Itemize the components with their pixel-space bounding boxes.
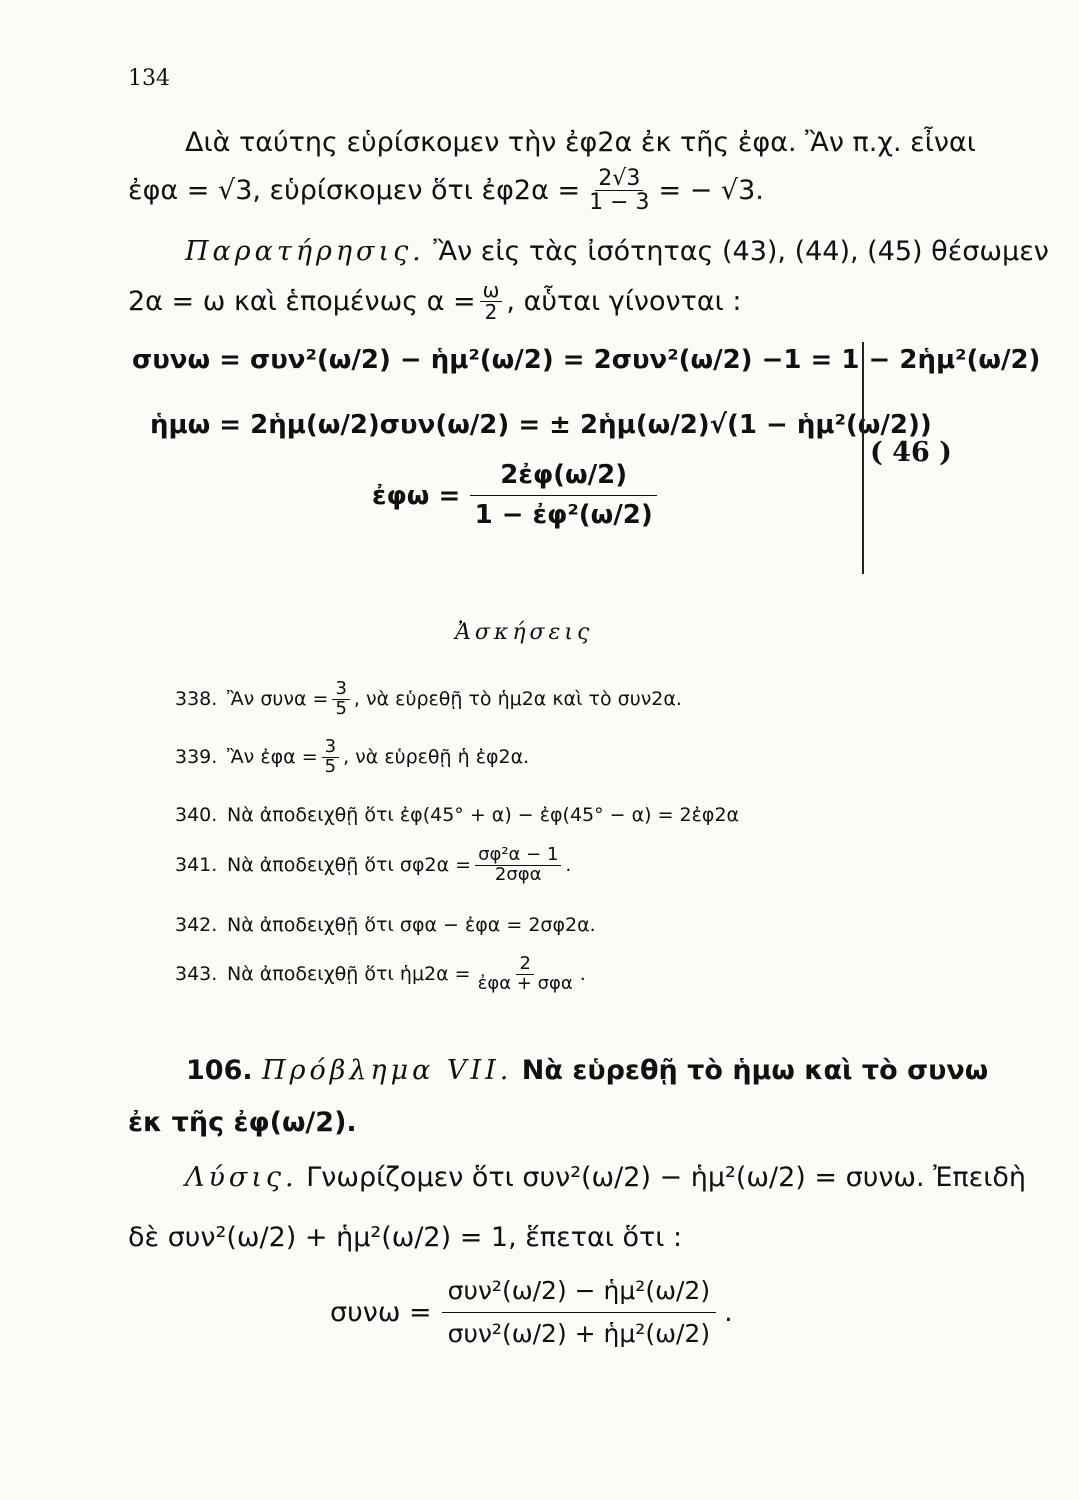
- exercises-heading: Ἀσκήσεις: [455, 620, 594, 645]
- exercise-340: [175, 804, 739, 826]
- exercise-fraction-numerator: 2: [516, 955, 533, 975]
- exercise-342: [175, 914, 596, 936]
- exercise-text: Νὰ ἀποδειχθῇ ὅτι σφα − ἐφα = 2σφ2α.: [227, 914, 596, 936]
- exercise-text-end: .: [579, 963, 586, 986]
- solution-line-1: [185, 1162, 1026, 1193]
- formula-synomega: συνω = συν²(ω/2) − ἡμ²(ω/2) = 2συν²(ω/2) −1 = 1 − 2ἡμ²(ω/2): [132, 345, 1041, 375]
- final-formula: [330, 1278, 733, 1348]
- problem-title: Νὰ εὑρεθῇ τὸ ἡμω καὶ τὸ συνω: [521, 1055, 989, 1086]
- exercise-number: 340.: [175, 804, 218, 826]
- exercise-text: Νὰ ἀποδειχθῇ ὅτι ἐφ(45° + α) − ἐφ(45° − α) = 2ἐφ2α: [227, 804, 740, 826]
- formula-ephomega-denominator: 1 − ἐφ²(ω/2): [474, 500, 653, 531]
- formula-ephomega: [372, 462, 659, 530]
- exercise-fraction-numerator: σφ²α − 1: [475, 846, 561, 866]
- exercise-number: 338.: [175, 688, 218, 711]
- solution-text: Γνωρίζομεν ὅτι συν²(ω/2) − ἡμ²(ω/2) = συνω. Ἐπειδὴ: [306, 1162, 1027, 1193]
- formula-ephomega-numerator: 2ἐφ(ω/2): [470, 462, 657, 496]
- exercise-338: [175, 680, 682, 719]
- final-formula-period: .: [724, 1297, 733, 1329]
- intro-line-2-text: ἐφα = √3, εὑρίσκομεν ὅτι ἐφ2α =: [128, 175, 581, 207]
- problem-label: Πρόβλημα VII.: [262, 1055, 513, 1086]
- exercise-text: Ἂν συνα =: [227, 688, 329, 711]
- exercise-fraction: [332, 680, 349, 719]
- exercise-fraction: [322, 738, 339, 777]
- remark-line-2-end: , αὗται γίνονται :: [506, 286, 742, 317]
- final-formula-numerator: συν²(ω/2) − ἡμ²(ω/2): [442, 1278, 716, 1313]
- solution-label: Λύσις.: [185, 1162, 298, 1193]
- remark-line-2: [128, 280, 741, 323]
- exercise-fraction: [475, 846, 561, 885]
- formula-ephomega-fraction: [470, 462, 657, 530]
- final-formula-denominator: συν²(ω/2) + ἡμ²(ω/2): [447, 1319, 711, 1349]
- exercise-number: 342.: [175, 914, 218, 936]
- exercise-text: Ἂν ἐφα =: [227, 746, 318, 769]
- exercise-number: 343.: [175, 963, 218, 986]
- exercise-text: Νὰ ἀποδειχθῇ ὅτι ἡμ2α =: [227, 963, 471, 986]
- remark-line-1: [185, 236, 1049, 267]
- formula-hemomega: ἡμω = 2ἡμ(ω/2)συν(ω/2) = ± 2ἡμ(ω/2)√(1 − ἡμ²(ω/2)): [150, 410, 932, 440]
- problem-heading: [186, 1055, 988, 1086]
- remark-label: Παρατήρησις.: [185, 236, 425, 267]
- exercise-341: [175, 846, 571, 885]
- final-formula-lhs: συνω =: [330, 1297, 432, 1329]
- intro-fraction-numerator: 2√3: [595, 167, 643, 191]
- remark-line-2-text: 2α = ω καὶ ἑπομένως α =: [128, 286, 476, 317]
- exercise-text-end: , νὰ εὑρεθῇ ἡ ἐφ2α.: [343, 746, 530, 769]
- problem-title-line-2: ἐκ τῆς ἐφ(ω/2).: [128, 1107, 357, 1138]
- formula-ephomega-lhs: ἐφω =: [372, 480, 461, 511]
- intro-line-2: [128, 167, 764, 214]
- formula-brace: [862, 342, 864, 574]
- page-number: 134: [128, 66, 170, 91]
- intro-line-1: Διὰ ταύτης εὑρίσκομεν τὴν ἐφ2α ἐκ τῆς ἐφα. Ἂν π.χ. εἶναι: [185, 127, 976, 158]
- final-formula-fraction: [442, 1278, 716, 1348]
- intro-fraction-denominator: 1 − 3: [589, 190, 650, 216]
- intro-line-2-end: = − √3.: [658, 175, 764, 207]
- remark-text: Ἂν εἰς τὰς ἰσότητας (43), (44), (45) θέσωμεν: [433, 236, 1049, 267]
- exercise-343: [175, 955, 586, 994]
- exercise-text: Νὰ ἀποδειχθῇ ὅτι σφ2α =: [227, 854, 472, 877]
- remark-fraction-denominator: 2: [484, 300, 498, 324]
- solution-line-2: δὲ συν²(ω/2) + ἡμ²(ω/2) = 1, ἕπεται ὅτι :: [128, 1222, 683, 1253]
- exercise-fraction-numerator: 3: [322, 738, 339, 758]
- equation-number: ( 46 ): [870, 437, 952, 468]
- exercise-text-end: , νὰ εὑρεθῇ τὸ ἡμ2α καὶ τὸ συν2α.: [353, 688, 682, 711]
- exercise-fraction-denominator: ἐφα + σφα: [477, 972, 573, 994]
- remark-fraction-numerator: ω: [480, 280, 503, 302]
- exercise-fraction-denominator: 2σφα: [494, 863, 542, 885]
- exercise-339: [175, 738, 529, 777]
- exercise-number: 339.: [175, 746, 218, 769]
- remark-fraction: [480, 280, 503, 323]
- exercise-fraction: [475, 955, 576, 994]
- exercise-fraction-denominator: 5: [335, 697, 347, 719]
- intro-fraction: [586, 167, 652, 214]
- exercise-text-end: .: [565, 854, 572, 877]
- problem-number: 106.: [186, 1055, 253, 1086]
- exercise-fraction-numerator: 3: [332, 680, 349, 700]
- exercise-number: 341.: [175, 854, 218, 877]
- exercise-fraction-denominator: 5: [324, 755, 337, 777]
